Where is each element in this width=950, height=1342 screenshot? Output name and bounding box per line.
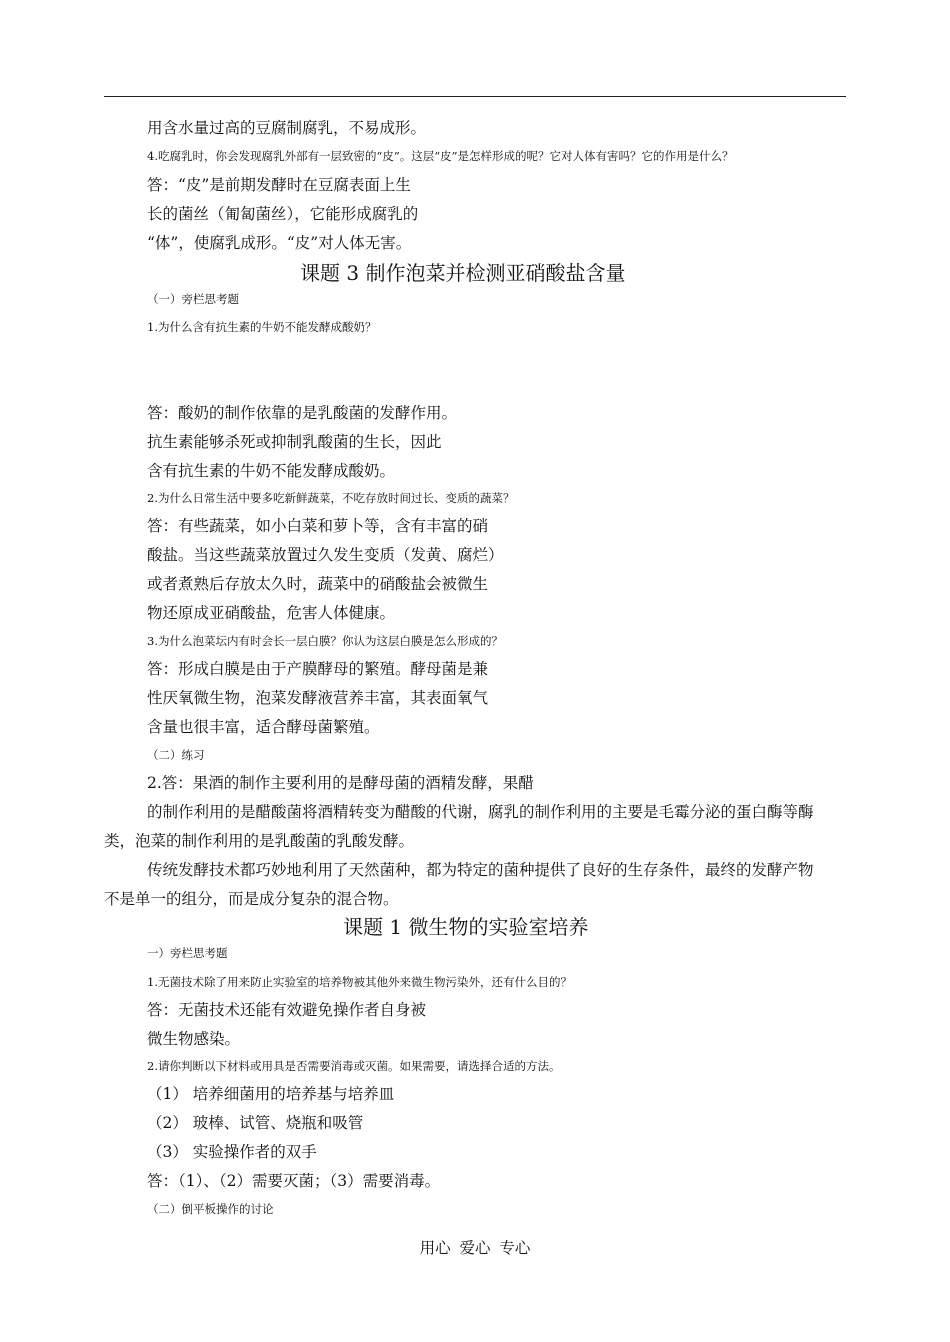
- question-line: 1.无菌技术除了用来防止实验室的培养物被其他外来微生物污染外，还有什么目的？: [147, 975, 572, 989]
- text-line: 酸盐。当这些蔬菜放置过久发生变质（发黄、腐烂）: [147, 546, 504, 564]
- text-line: 答：（1）、（2）需要灭菌；（3）需要消毒。: [147, 1172, 441, 1190]
- question-line: （二）倒平板操作的讨论: [147, 1202, 274, 1216]
- text-line: 2.答：果酒的制作主要利用的是酵母菌的酒精发酵，果醋: [147, 774, 534, 792]
- text-line: 答：酸奶的制作依靠的是乳酸菌的发酵作用。: [147, 404, 458, 422]
- question-line: 一）旁栏思考题: [147, 946, 228, 960]
- text-line: “体”，使腐乳成形。“皮”对人体无害。: [147, 234, 412, 252]
- text-line: 长的菌丝（匍匐菌丝），它能形成腐乳的: [147, 205, 419, 223]
- text-line: （2） 玻棒、试管、烧瓶和吸管: [147, 1114, 364, 1132]
- question-line: 2.为什么日常生活中要多吃新鲜蔬菜，不吃存放时间过长、变质的蔬菜？: [147, 491, 515, 505]
- text-line: 或者煮熟后存放太久时，蔬菜中的硝酸盐会被微生: [147, 575, 489, 593]
- question-line: 2.请你判断以下材料或用具是否需要消毒或灭菌。如果需要，请选择合适的方法。: [147, 1059, 561, 1073]
- text-line: 答：有些蔬菜，如小白菜和萝卜等，含有丰富的硝: [147, 517, 489, 535]
- text-line: 含量也很丰富，适合酵母菌繁殖。: [147, 718, 380, 736]
- question-line: （二）练习: [147, 748, 205, 762]
- section-heading: 课题 1 微生物的实验室培养: [343, 915, 589, 939]
- text-line: 微生物感染。: [147, 1030, 241, 1048]
- question-line: 4.吃腐乳时，你会发现腐乳外部有一层致密的“皮”。这层“皮”是怎样形成的呢？它对人体有害吗？它的作用是什么？: [147, 149, 734, 163]
- header-rule: [104, 96, 846, 97]
- section-heading: 课题 3 制作泡菜并检测亚硝酸盐含量: [300, 261, 626, 285]
- text-line: 性厌氧微生物，泡菜发酵液营养丰富，其表面氧气: [147, 689, 489, 707]
- text-line: 抗生素能够杀死或抑制乳酸菌的生长，因此: [147, 433, 442, 451]
- text-line: 答：无菌技术还能有效避免操作者自身被: [147, 1001, 427, 1019]
- text-line: 不是单一的组分，而是成分复杂的混合物。: [104, 890, 399, 908]
- question-line: （一）旁栏思考题: [147, 292, 239, 306]
- text-line: 含有抗生素的牛奶不能发酵成酸奶。: [147, 462, 396, 480]
- text-line: （3） 实验操作者的双手: [147, 1143, 317, 1161]
- text-line: 用含水量过高的豆腐制腐乳，不易成形。: [147, 119, 427, 137]
- page-footer: 用心 爱心 专心: [419, 1239, 531, 1257]
- text-line: 类，泡菜的制作利用的是乳酸菌的乳酸发酵。: [104, 832, 415, 850]
- text-line: （1） 培养细菌用的培养基与培养皿: [147, 1085, 395, 1103]
- question-line: 1.为什么含有抗生素的牛奶不能发酵成酸奶？: [147, 320, 377, 334]
- text-line: 答：“皮”是前期发酵时在豆腐表面上生: [147, 176, 411, 194]
- text-line: 的制作利用的是醋酸菌将酒精转变为醋酸的代谢，腐乳的制作利用的主要是毛霉分泌的蛋白酶等酶: [147, 803, 814, 821]
- text-line: 传统发酵技术都巧妙地利用了天然菌种，都为特定的菌种提供了良好的生存条件，最终的发酵产物: [147, 861, 814, 879]
- text-line: 答：形成白膜是由于产膜酵母的繁殖。酵母菌是兼: [147, 660, 489, 678]
- text-line: 物还原成亚硝酸盐，危害人体健康。: [147, 604, 396, 622]
- question-line: 3.为什么泡菜坛内有时会长一层白膜？你认为这层白膜是怎么形成的？: [147, 634, 503, 648]
